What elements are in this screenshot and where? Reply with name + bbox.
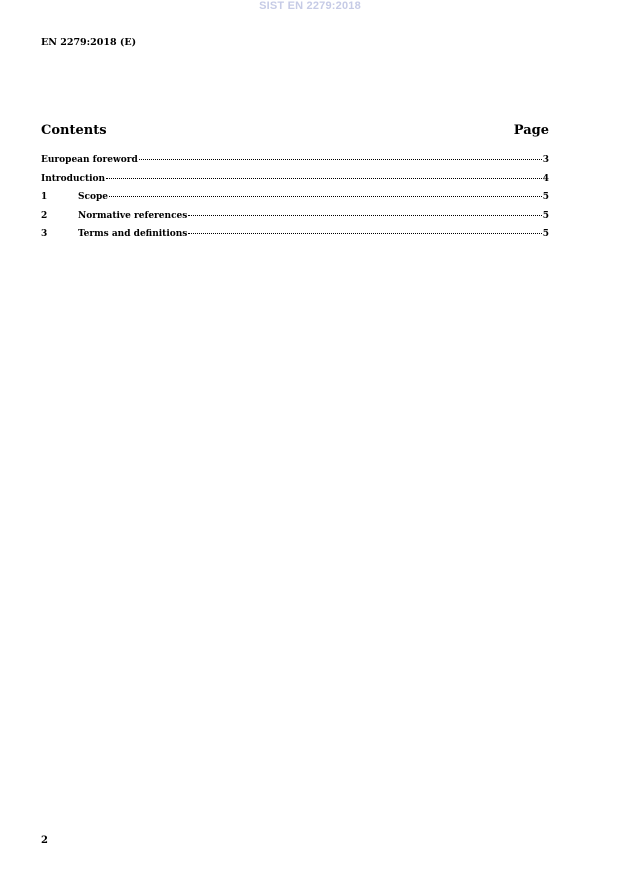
table-of-contents	[41, 155, 549, 248]
watermark: SIST EN 2279:2018	[259, 0, 361, 12]
page-column-heading: Page	[513, 123, 549, 138]
toc-leader-dots	[188, 215, 541, 216]
page-number: 2	[41, 835, 48, 846]
toc-entry-page: 4	[542, 173, 549, 184]
toc-entry-page: 5	[542, 192, 549, 202]
toc-entry-introduction[interactable]	[41, 174, 549, 193]
toc-entry-title: Scope	[78, 192, 109, 202]
toc-entry-title: Terms and definitions	[78, 229, 188, 239]
toc-entry-number: 1	[41, 192, 48, 202]
document-id: EN 2279:2018 (E)	[41, 37, 137, 48]
toc-entry-title: Normative references	[78, 210, 188, 221]
contents-heading: Contents	[41, 123, 107, 138]
toc-leader-dots	[188, 233, 541, 234]
toc-entry-scope[interactable]	[41, 192, 549, 211]
toc-entry-page: 3	[542, 155, 549, 165]
toc-leader-dots	[109, 196, 542, 197]
toc-entry-title: European foreword	[41, 155, 138, 165]
toc-leader-dots	[139, 159, 542, 160]
toc-entry-number: 3	[41, 229, 48, 239]
toc-entry-page: 5	[542, 210, 549, 221]
contents-header	[41, 123, 549, 138]
toc-entry-european-foreword[interactable]	[41, 155, 549, 174]
toc-entry-page: 5	[542, 229, 549, 239]
toc-entry-terms-and-definitions[interactable]	[41, 229, 549, 248]
toc-entry-title: Introduction	[41, 173, 106, 184]
toc-entry-normative-references[interactable]	[41, 211, 549, 230]
toc-leader-dots	[106, 178, 542, 179]
toc-entry-number: 2	[41, 210, 48, 221]
